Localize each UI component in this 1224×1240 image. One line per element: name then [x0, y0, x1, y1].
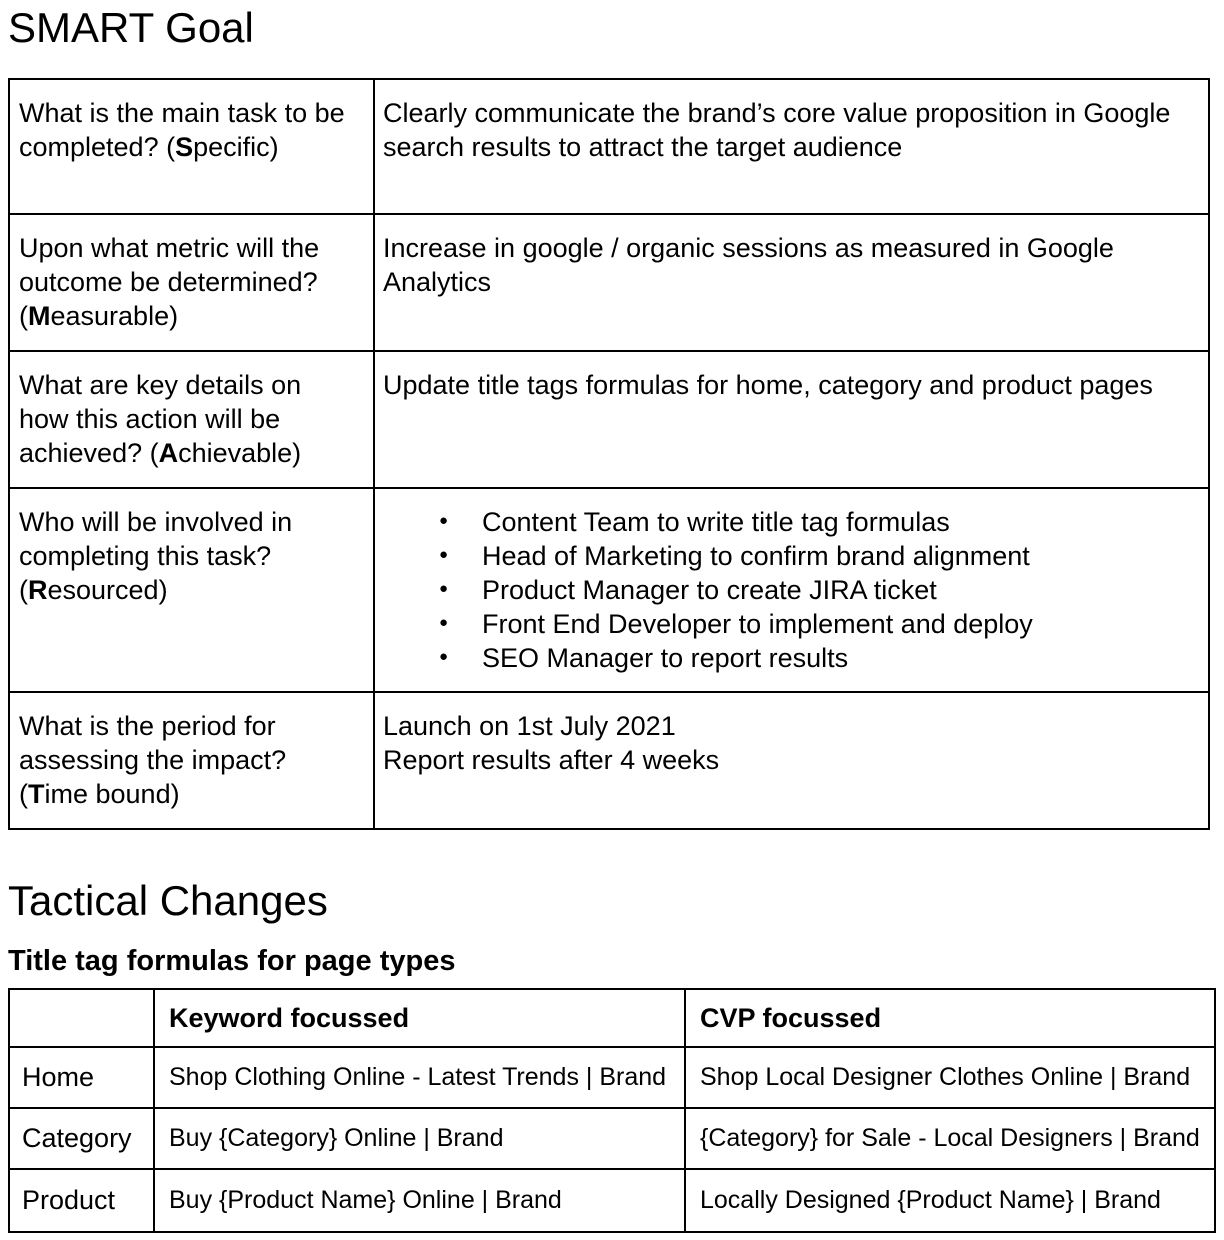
- question-cell-resourced: [9, 488, 374, 692]
- question-bold-letter: S: [175, 132, 194, 162]
- answer-text: Clearly communicate the brand’s core value proposition in Google search results to attract the target audience: [383, 98, 1171, 162]
- bullet-item: ● Front End Developer to implement and deploy: [383, 607, 1196, 641]
- table-row: [9, 214, 1209, 351]
- question-text: easurable): [50, 301, 179, 331]
- row-label-home: Home: [9, 1047, 154, 1108]
- answer-cell-specific: [374, 79, 1209, 214]
- question-text: What is the period for assessing the impact? (: [19, 711, 287, 809]
- cvp-formula-home: Shop Local Designer Clothes Online | Brand: [685, 1047, 1215, 1108]
- bullet-item: ● Product Manager to create JIRA ticket: [383, 573, 1196, 607]
- bullet-item: ● Head of Marketing to confirm brand alignment: [383, 539, 1196, 573]
- question-bold-letter: A: [158, 438, 179, 468]
- question-cell-achievable: [9, 351, 374, 488]
- keyword-formula-product: Buy {Product Name} Online | Brand: [154, 1169, 685, 1232]
- table-row: [9, 692, 1209, 829]
- bullet-item: ● SEO Manager to report results: [383, 641, 1196, 675]
- title-tag-formula-table: [8, 988, 1216, 1233]
- question-text: Upon what metric will the outcome be determined? (: [19, 233, 320, 331]
- table-row: [9, 1169, 1215, 1232]
- cvp-formula-product: Locally Designed {Product Name} | Brand: [685, 1169, 1215, 1232]
- cvp-formula-category: {Category} for Sale - Local Designers | Brand: [685, 1108, 1215, 1169]
- header-cell-empty: [9, 989, 154, 1047]
- table-row: [9, 79, 1209, 214]
- page-title: SMART Goal: [8, 4, 254, 51]
- row-label-product: Product: [9, 1169, 154, 1232]
- question-text: Who will be involved in completing this task? (: [19, 507, 293, 605]
- question-cell-specific: [9, 79, 374, 214]
- smart-goal-table: [8, 78, 1210, 830]
- question-text: ime bound): [44, 779, 180, 809]
- timeline-line: Report results after 4 weeks: [383, 745, 720, 775]
- answer-text: Update title tags formulas for home, category and product pages: [383, 370, 1153, 400]
- question-text: pecific): [193, 132, 279, 162]
- question-bold-letter: M: [28, 301, 51, 331]
- bullet-item: ● Content Team to write title tag formulas: [383, 505, 1196, 539]
- table-row: [9, 488, 1209, 692]
- table-row: [9, 1108, 1215, 1169]
- question-text: What is the main task to be completed? (: [19, 98, 345, 162]
- question-text: esourced): [47, 575, 168, 605]
- section-title-tactical-changes: Tactical Changes: [8, 877, 328, 924]
- timeline-line: Launch on 1st July 2021: [383, 711, 676, 741]
- header-cell-keyword-focussed: Keyword focussed: [154, 989, 685, 1047]
- keyword-formula-category: Buy {Category} Online | Brand: [154, 1108, 685, 1169]
- table-row: [9, 1047, 1215, 1108]
- question-text: chievable): [178, 438, 302, 468]
- question-bold-letter: R: [28, 575, 48, 605]
- answer-text: Increase in google / organic sessions as measured in Google Analytics: [383, 233, 1114, 297]
- question-text: What are key details on how this action will be achieved? (: [19, 370, 302, 468]
- header-cell-cvp-focussed: CVP focussed: [685, 989, 1215, 1047]
- answer-cell-achievable: [374, 351, 1209, 488]
- answer-cell-resourced: [374, 488, 1209, 692]
- row-label-category: Category: [9, 1108, 154, 1169]
- table-row: [9, 351, 1209, 488]
- keyword-formula-home: Shop Clothing Online - Latest Trends | Brand: [154, 1047, 685, 1108]
- question-bold-letter: T: [28, 779, 45, 809]
- table-header-row: [9, 989, 1215, 1047]
- question-cell-timebound: [9, 692, 374, 829]
- question-cell-measurable: [9, 214, 374, 351]
- subsection-title-formulas: Title tag formulas for page types: [8, 945, 456, 977]
- answer-cell-measurable: [374, 214, 1209, 351]
- stakeholder-list: [383, 505, 1196, 675]
- answer-cell-timebound: [374, 692, 1209, 829]
